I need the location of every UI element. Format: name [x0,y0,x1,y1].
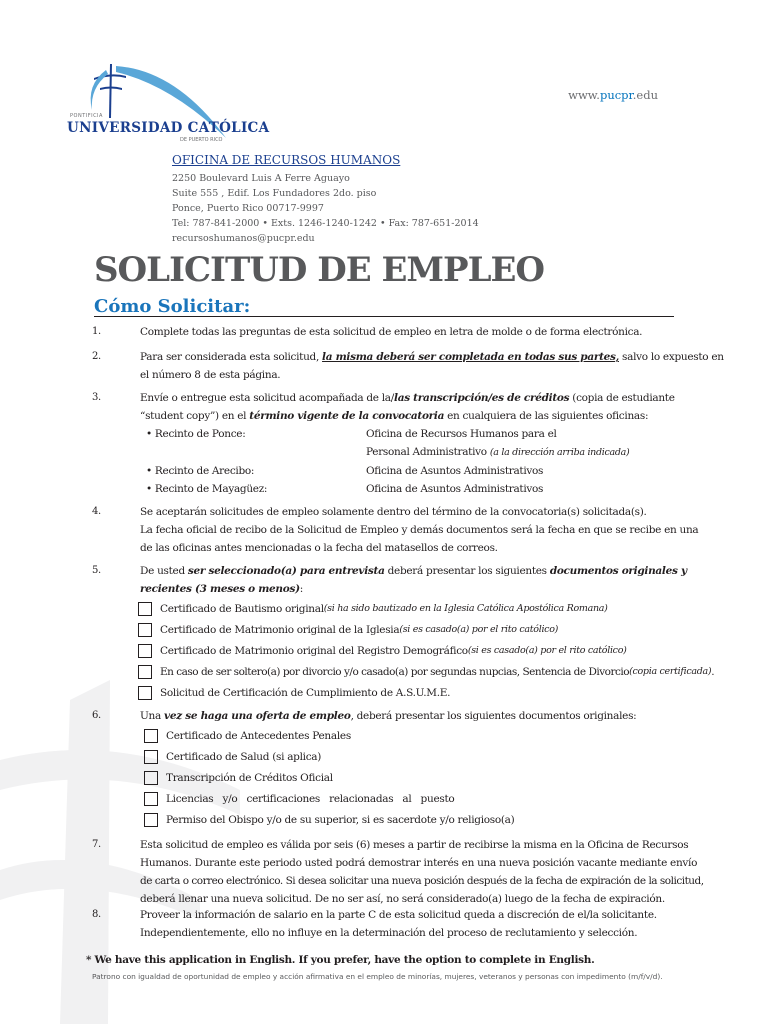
checkbox-label: Licencias y/o certificaciones relacionadas al puesto [166,792,455,805]
website-suffix: .edu [632,88,658,102]
website-domain: pucpr [599,88,633,102]
office-title: OFICINA DE RECURSOS HUMANOS [172,153,401,167]
website-link[interactable] [568,88,658,102]
item-text: Independientemente, ello no influye en la determinación del proceso de reclutamiento y selección. [140,927,638,939]
item-text: Para ser considerada esta solicitud, [140,351,323,363]
checkbox[interactable] [138,665,152,679]
campus-arecibo: • Recinto de Arecibo: [146,465,255,477]
checkbox-label: Permiso del Obispo y/o de su superior, si es sacerdote y/o religioso(a) [166,813,515,826]
office-ponce-note: (a la dirección arriba indicada) [489,447,630,458]
checkbox[interactable] [144,729,158,743]
item-emphasis: la misma deberá ser completada en todas sus partes, [322,351,619,363]
checklist-item [144,725,688,746]
item-text: Envíe o entregue esta solicitud acompañada de la/ [140,392,394,404]
logo-location: DE PUERTO RICO [180,137,223,143]
checkbox[interactable] [138,686,152,700]
english-notice: * We have this application in English. If you prefer, have the option to complete in English. [86,954,595,966]
item-number: 6. [92,710,101,721]
item-emphasis: vez se haga una oferta de empleo [164,710,351,722]
checkbox-note: (si es casado(a) por el rito católico) [399,623,559,635]
item-number: 5. [92,565,101,576]
item-text: Humanos. Durante este periodo usted podrá demostrar interés en una nueva posición vacante mediante envío [140,857,698,869]
office-address-2: Suite 555 , Edif. Los Fundadores 2do. piso [172,188,377,199]
checkbox-label: Certificado de Antecedentes Penales [166,729,351,742]
checklist-item [138,661,715,682]
checkbox-label: Transcripción de Créditos Oficial [166,771,333,784]
checkbox[interactable] [144,771,158,785]
checklist-item [144,767,688,788]
item-number: 8. [92,909,101,920]
checklist-item [144,746,688,767]
office-address-1: 2250 Boulevard Luis A Ferre Aguayo [172,173,350,184]
item-number: 1. [92,326,101,337]
office-phones: Tel: 787-841-2000 • Exts. 1246-1240-1242 • Fax: 787-651-2014 [172,218,479,229]
item-text: La fecha oficial de recibo de la Solicitud de Empleo y demás documentos será la fecha en que se recibe en una [140,524,699,536]
item-number: 4. [92,506,101,517]
divider [94,316,674,317]
office-address-3: Ponce, Puerto Rico 00717-9997 [172,203,324,214]
checkbox[interactable] [144,792,158,806]
item-text: De usted [140,565,188,577]
item-text: Complete todas las preguntas de esta solicitud de empleo en letra de molde o de forma electrónica. [140,326,643,338]
checkbox[interactable] [144,750,158,764]
office-mayaguez: Oficina de Asuntos Administrativos [366,483,544,495]
campus-ponce: • Recinto de Ponce: [146,428,246,440]
checklist-item [138,682,688,703]
logo-university-name: UNIVERSIDAD CATÓLICA [67,120,270,136]
checkbox-label: Certificado de Matrimonio original de la Iglesia [160,623,400,636]
item-text: Proveer la información de salario en la parte C de esta solicitud queda a discreción de el/la solicitante. [140,909,657,921]
item-text: deberá llenar una nueva solicitud. De no ser así, no será considerado(a) luego de la fecha de expiración. [140,893,665,905]
checklist-item [144,809,688,830]
item-number: 2. [92,351,101,362]
item-text: : [299,583,304,595]
checkbox-label: En caso de ser soltero(a) por divorcio y/o casado(a) por segundas nupcias, Sentencia de Divorcio [160,665,630,678]
item-text: en cualquiera de las siguientes oficinas: [444,410,649,422]
item-number: 7. [92,839,101,850]
checkbox[interactable] [138,644,152,658]
checkbox[interactable] [144,813,158,827]
page-title: SOLICITUD DE EMPLEO [94,250,545,290]
logo-pontificia: PONTIFICIA [70,113,103,119]
office-ponce-cont: Personal Administrativo [366,446,490,458]
item-emphasis: recientes (3 meses o menos) [140,583,300,595]
checkbox-label: Certificado de Salud (si aplica) [166,750,322,763]
item-text: “student copy”) en el [140,410,250,422]
checklist-item [138,598,688,619]
checkbox-label: Solicitud de Certificación de Cumplimiento de A.S.U.M.E. [160,686,451,699]
item-text: deberá presentar los siguientes [384,565,550,577]
item-emphasis: ser seleccionado(a) para entrevista [187,565,385,577]
office-info [172,153,479,246]
office-ponce: Oficina de Recursos Humanos para el [366,428,557,440]
checkbox-note: (copia certificada) [629,665,712,677]
checklist-item [144,788,688,809]
website-prefix: www. [568,88,600,102]
item-text: el número 8 de esta página. [140,369,281,381]
checkbox-note: (si es casado(a) por el rito católico) [467,644,627,656]
office-email[interactable]: recursoshumanos@pucpr.edu [172,233,315,244]
item-text: salvo lo expuesto en [618,351,724,363]
item-text: Esta solicitud de empleo es válida por seis (6) meses a partir de recibirse la misma en la Oficina de Recursos [140,839,689,851]
checkbox-label: Certificado de Matrimonio original del Registro Demográfico [160,644,468,657]
checklist-item [138,640,688,661]
equal-opportunity-notice: Patrono con igualdad de oportunidad de empleo y acción afirmativa en el empleo de minorías, mujeres, veteranos y personas con impedimento (m/f/v/d). [92,972,663,981]
checkbox[interactable] [138,623,152,637]
item-emphasis: documentos originales y [549,565,687,577]
item-text: Se aceptarán solicitudes de empleo solamente dentro del término de la convocatoria(s) solicitada(s). [140,506,647,518]
item-emphasis: término vigente de la convocatoria [249,410,445,422]
checkbox-label: Certificado de Bautismo original [160,602,324,615]
section-subtitle: Cómo Solicitar: [94,296,251,317]
checkbox-label-end: . [711,665,715,678]
checkbox[interactable] [138,602,152,616]
item-number: 3. [92,392,101,403]
item-emphasis: las transcripción/es de créditos [394,392,570,404]
item-text: (copia de estudiante [569,392,675,404]
item-text: , deberá presentar los siguientes documentos originales: [350,710,637,722]
item-text: Una [140,710,165,722]
item-text: de las oficinas antes mencionadas o la fecha del matasellos de correos. [140,542,498,554]
campus-mayaguez: • Recinto de Mayagüez: [146,483,268,495]
item-text: de carta o correo electrónico. Si desea solicitar una nueva posición después de la fecha de expiración de la solicitud, [140,875,704,887]
office-arecibo: Oficina de Asuntos Administrativos [366,465,544,477]
checklist-item [138,619,688,640]
checkbox-note: (si ha sido bautizado en la Iglesia Católica Apostólica Romana) [323,602,608,614]
